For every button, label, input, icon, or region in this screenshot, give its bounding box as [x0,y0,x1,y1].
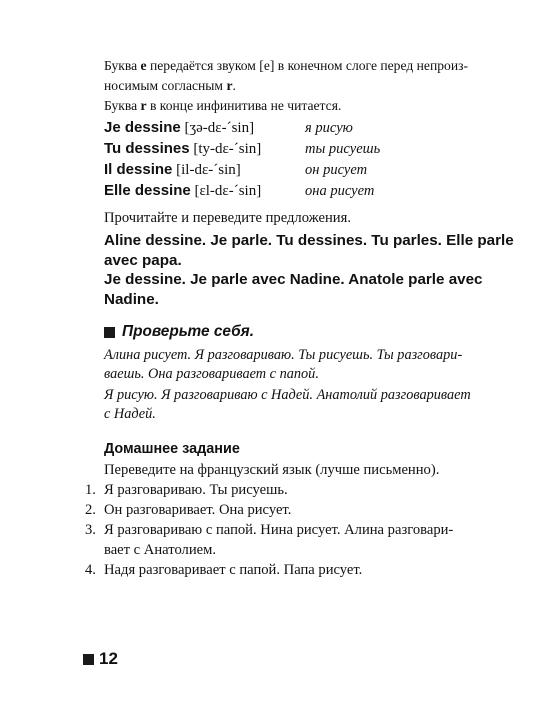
rule-text: в конце инфинитива не читается. [146,98,342,113]
homework-item-number: 2. [85,502,96,518]
transcription: [il-dɛ-ˊsin] [172,162,241,178]
verb-form: Elle dessine [104,182,191,199]
rule-letter: e [140,58,147,73]
homework-item: Я разговариваю с папой. Нина рисует. Алина разговари- [104,522,454,538]
rule-text: носимым согласным [104,78,227,93]
answer-line: с Надей. [104,406,156,422]
rule-note-line-2 [104,76,236,96]
check-title: Проверьте себя. [122,323,254,340]
homework-item-number: 1. [85,482,96,498]
transcription: [ʒə-dɛ-ˊsin] [180,120,255,136]
conjugation-row [104,140,261,158]
verb-form: Il dessine [104,161,173,178]
verb-form: Je dessine [104,119,181,136]
rule-text: Буква [104,58,141,73]
translation: он рисует [305,162,368,178]
rule-text: . [232,78,236,93]
french-sentence-line: avec papa. [104,252,182,269]
homework-item: Надя разговаривает с папой. Папа рисует. [104,562,363,578]
translation: я рисую [305,120,353,136]
rule-letter: r [226,78,233,93]
page-marker-icon [83,654,94,665]
homework-item: Он разговаривает. Она рисует. [104,502,292,518]
homework-item-number: 3. [85,522,96,538]
transcription: [ty-dɛ-ˊsin] [189,141,262,157]
exercise-instruction: Прочитайте и переведите предложения. [104,210,351,226]
homework-item-number: 4. [85,562,96,578]
french-sentence-line: Je dessine. Je parle avec Nadine. Anatole parle avec [104,271,483,288]
conjugation-row [104,161,241,179]
translation: она рисует [305,183,375,199]
verb-form: Tu dessines [104,140,190,157]
answer-line: Алина рисует. Я разговариваю. Ты рисуешь. Ты разговари- [104,347,463,363]
answer-line: ваешь. Она разговаривает с папой. [104,366,319,382]
section-marker-icon [104,327,115,338]
homework-title: Домашнее задание [104,441,240,457]
translation: ты рисуешь [305,141,381,157]
homework-item: Я разговариваю. Ты рисуешь. [104,482,288,498]
rule-note-line-1 [104,56,468,76]
rule-text: Буква [104,98,141,113]
french-sentence-line: Aline dessine. Je parle. Tu dessines. Tu parles. Elle parle [104,232,514,249]
rule-note-line-3 [104,96,341,116]
conjugation-row [104,182,261,200]
page-number: 12 [99,649,118,668]
transcription: [ɛl-dɛ-ˊsin] [190,183,262,199]
homework-item: вает с Анатолием. [104,542,216,558]
homework-instruction: Переведите на французский язык (лучше письменно). [104,462,440,478]
french-sentence-line: Nadine. [104,291,159,308]
answer-line: Я рисую. Я разговариваю с Надей. Анатолий разговаривает [104,387,471,403]
conjugation-row [104,119,254,137]
rule-letter: r [140,98,147,113]
rule-text: передаётся звуком [e] в конечном слоге перед непроиз- [146,58,468,73]
